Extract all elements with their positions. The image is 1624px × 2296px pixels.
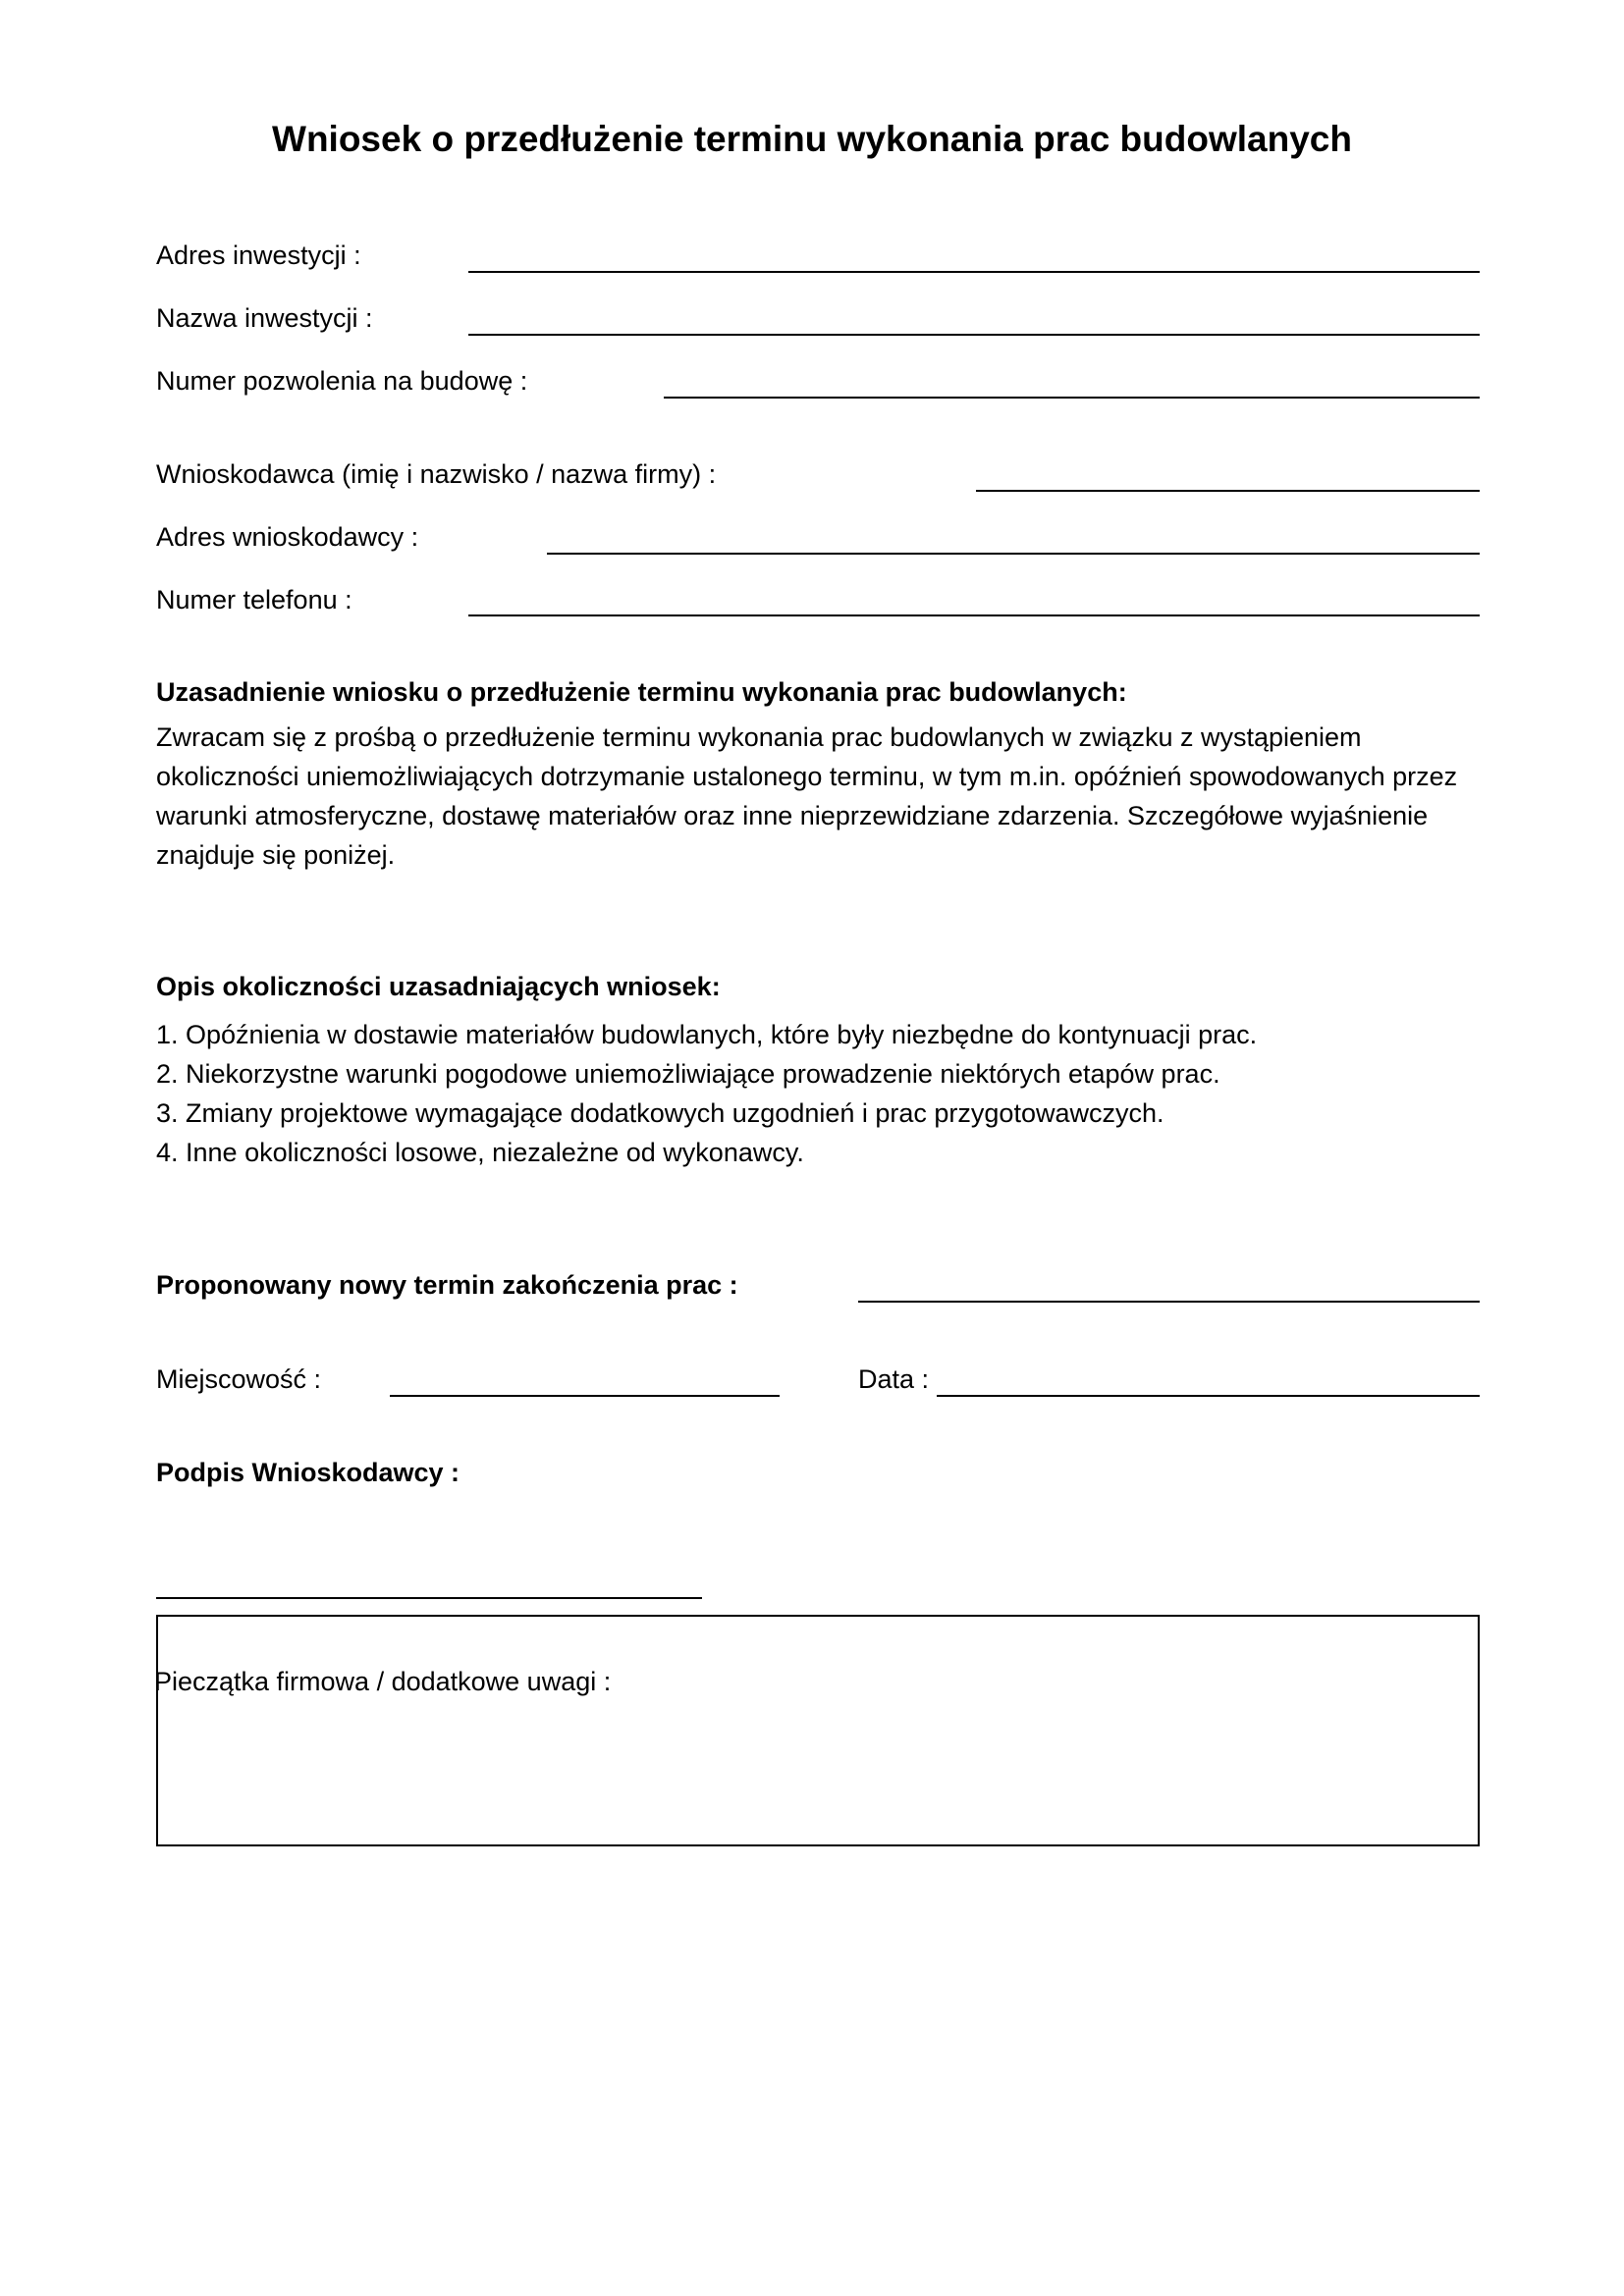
place-label: Miejscowość : [156,1364,322,1394]
signature-label: Podpis Wnioskodawcy : [156,1458,460,1487]
place-line[interactable] [390,1395,780,1397]
list-item: 2. Niekorzystne warunki pogodowe uniemożliwiające prowadzenie niektórych etapów prac. [156,1059,1220,1089]
list-item: 3. Zmiany projektowe wymagające dodatkowych uzgodnień i prac przygotowawczych. [156,1098,1164,1128]
investment-name-line[interactable] [468,334,1480,336]
circumstances-list [156,1015,1491,1172]
document-title: Wniosek o przedłużenie terminu wykonania prac budowlanych [272,119,1352,159]
new-deadline-label: Proponowany nowy termin zakończenia prac : [156,1270,738,1300]
investment-name-label: Nazwa inwestycji : [156,303,373,333]
stamp-box[interactable] [156,1615,1480,1846]
applicant-name-line[interactable] [976,490,1480,492]
stamp-label: Pieczątka firmowa / dodatkowe uwagi : [154,1667,612,1696]
new-deadline-line[interactable] [858,1301,1480,1303]
circumstances-heading: Opis okoliczności uzasadniających wniosek: [156,972,721,1001]
phone-number-line[interactable] [468,614,1480,616]
investment-address-line[interactable] [468,271,1480,273]
phone-number-label: Numer telefonu : [156,585,352,614]
list-item: 1. Opóźnienia w dostawie materiałów budowlanych, które były niezbędne do kontynuacji prac. [156,1020,1258,1049]
permit-number-line[interactable] [664,397,1480,399]
applicant-address-line[interactable] [547,553,1480,555]
justification-heading: Uzasadnienie wniosku o przedłużenie terminu wykonania prac budowlanych: [156,677,1127,707]
permit-number-label: Numer pozwolenia na budowę : [156,366,528,396]
applicant-address-label: Adres wnioskodawcy : [156,522,419,552]
date-label: Data : [858,1364,930,1394]
justification-text: Zwracam się z prośbą o przedłużenie terminu wykonania prac budowlanych w związku z wystąpieniem okoliczności uniemożliwiających dotrzymanie ustalonego terminu, w tym m.in. opóźnień spowodowanych przez warunki atmosferyczne, dostawę materiałów oraz inne nieprzewidziane zdarzenia. Szczegółowe wyjaśnienie znajduje się poniżej. [156,722,1458,870]
signature-line[interactable] [156,1597,702,1599]
list-item: 4. Inne okoliczności losowe, niezależne od wykonawcy. [156,1138,804,1167]
date-line[interactable] [937,1395,1480,1397]
applicant-name-label: Wnioskodawca (imię i nazwisko / nazwa firmy) : [156,459,717,489]
investment-address-label: Adres inwestycji : [156,240,361,270]
